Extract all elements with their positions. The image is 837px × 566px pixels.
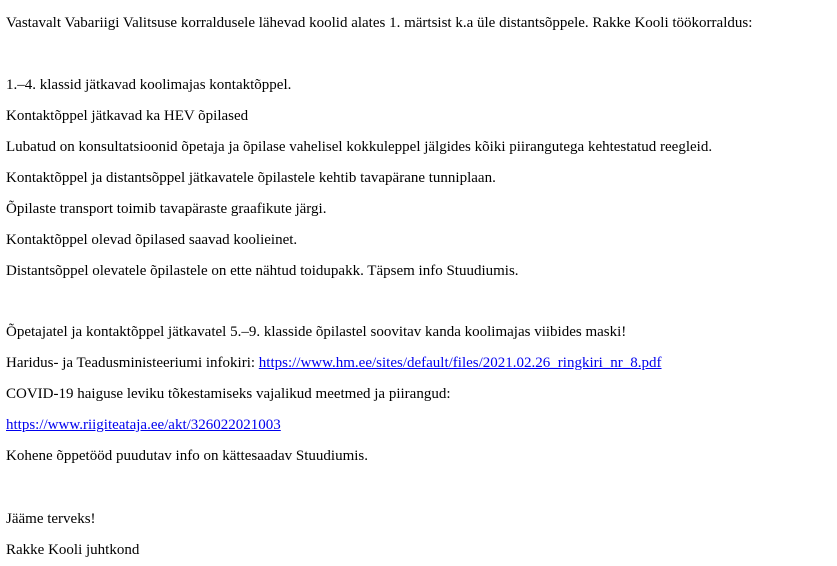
signature: Rakke Kooli juhtkond (6, 542, 140, 558)
covid-measures-label: COVID-19 haiguse leviku tõkestamiseks vajalikud meetmed ja piirangud: (6, 386, 451, 402)
covid-measures-line (6, 416, 281, 434)
rule-line: Kontaktõppel jätkavad ka HEV õpilased (6, 108, 249, 124)
rule-line: Kontaktõppel olevad õpilased saavad koolieinet. (6, 232, 298, 248)
closing-greeting: Jääme terveks! (6, 511, 96, 527)
ministry-letter-line (6, 354, 662, 372)
intro-paragraph: Vastavalt Vabariigi Valitsuse korraldusele lähevad koolid alates 1. märtsist k.a üle distantsõppele. Rakke Kooli töökorraldus: (6, 15, 753, 31)
mask-notice: Õpetajatel ja kontaktõppel jätkavatel 5.–9. klasside õpilastel soovitav kanda koolimajas viibides maski! (6, 324, 627, 340)
ministry-letter-link[interactable]: https://www.hm.ee/sites/default/files/2021.02.26_ringkiri_nr_8.pdf (258, 355, 662, 371)
rule-line: Lubatud on konsultatsioonid õpetaja ja õpilase vahelisel kokkuleppel jälgides kõiki piirangutega kehtestatud reegleid. (6, 139, 713, 155)
rule-line: Kontaktõppel ja distantsõppel jätkavatele õpilastele kehtib tavapärane tunniplaan. (6, 170, 496, 186)
rule-line: Õpilaste transport toimib tavapäraste graafikute järgi. (6, 201, 327, 217)
rule-line: Distantsõppel olevatele õpilastele on ette nähtud toidupakk. Täpsem info Stuudiumis. (6, 263, 519, 279)
further-info: Kohene õppetööd puudutav info on kättesaadav Stuudiumis. (6, 448, 369, 464)
ministry-letter-label: Haridus- ja Teadusministeeriumi infokiri: (6, 355, 259, 371)
covid-measures-link[interactable]: https://www.riigiteataja.ee/akt/326022021003 (6, 417, 281, 433)
rule-line: 1.–4. klassid jätkavad koolimajas kontaktõppel. (6, 77, 292, 93)
